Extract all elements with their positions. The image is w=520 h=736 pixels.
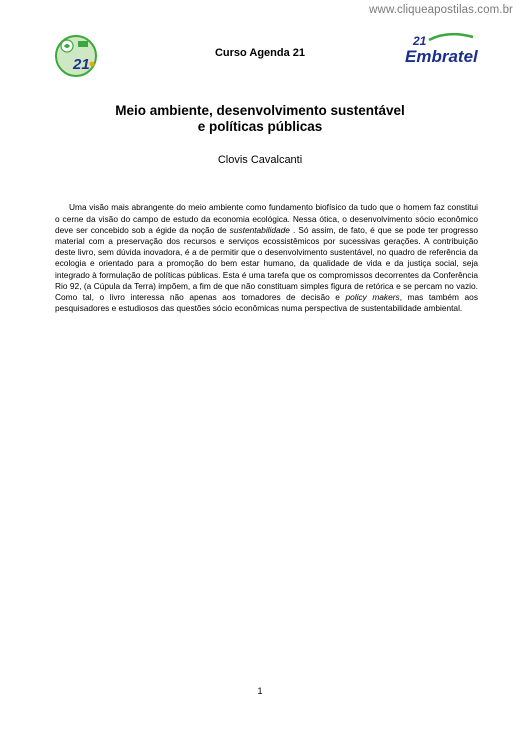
course-title: Curso Agenda 21 [214, 47, 306, 59]
svg-text:21: 21 [413, 34, 427, 48]
body-emphasis-1: sustentabilidade [229, 224, 290, 235]
page-number: 1 [257, 686, 263, 696]
body-text-1: Uma visão mais abrangente do meio ambiente como fundamento biofísico da tudo que o homem faz constitui o cerne da visão do campo de estudo da economia ecológica. Nessa ótica, o desenvolvimento sócio econômico deve ser concebido sob a égide da noção de [55, 202, 478, 235]
document-title [0, 103, 520, 135]
body-text-2: . Só assim, de fato, é que se pode ter progresso material com a preservação dos recursos e serviços ecossistêmicos por sucessivas gerações. A contribuição deste livro, sem dúvida inovadora, é a de permitir que o desenvolvimento sustentável, no quadro de referência da ecologia e orientado para a promoção do bem estar humano, da qualidade de vida e da justiça social, seja integrado à formulação de políticas públicas. Esta é uma tarefa que os compromissos decorrentes da Conferência Rio 92, (a Cúpula da Terra) impõem, a fim de que não constituam simples figura de retórica e se percam no vazio. Como tal, o livro interessa não apenas aos tomadores de decisão e [55, 224, 479, 302]
title-line-1: Meio ambiente, desenvolvimento sustentável [115, 103, 405, 118]
body-emphasis-2: policy makers [345, 291, 400, 302]
watermark-url: www.cliqueapostilas.com.br [369, 4, 513, 16]
svg-text:Embratel: Embratel [405, 47, 478, 66]
title-line-2: e políticas públicas [197, 119, 323, 134]
body-text-3: , mas também aos pesquisadores e estudiosos das questões sócio econômicas numa perspectiva de sustentabilidade ambiental. [55, 291, 478, 314]
svg-text:21: 21 [73, 56, 90, 73]
body-paragraph [55, 202, 478, 314]
author-name: Clovis Cavalcanti [217, 154, 303, 166]
